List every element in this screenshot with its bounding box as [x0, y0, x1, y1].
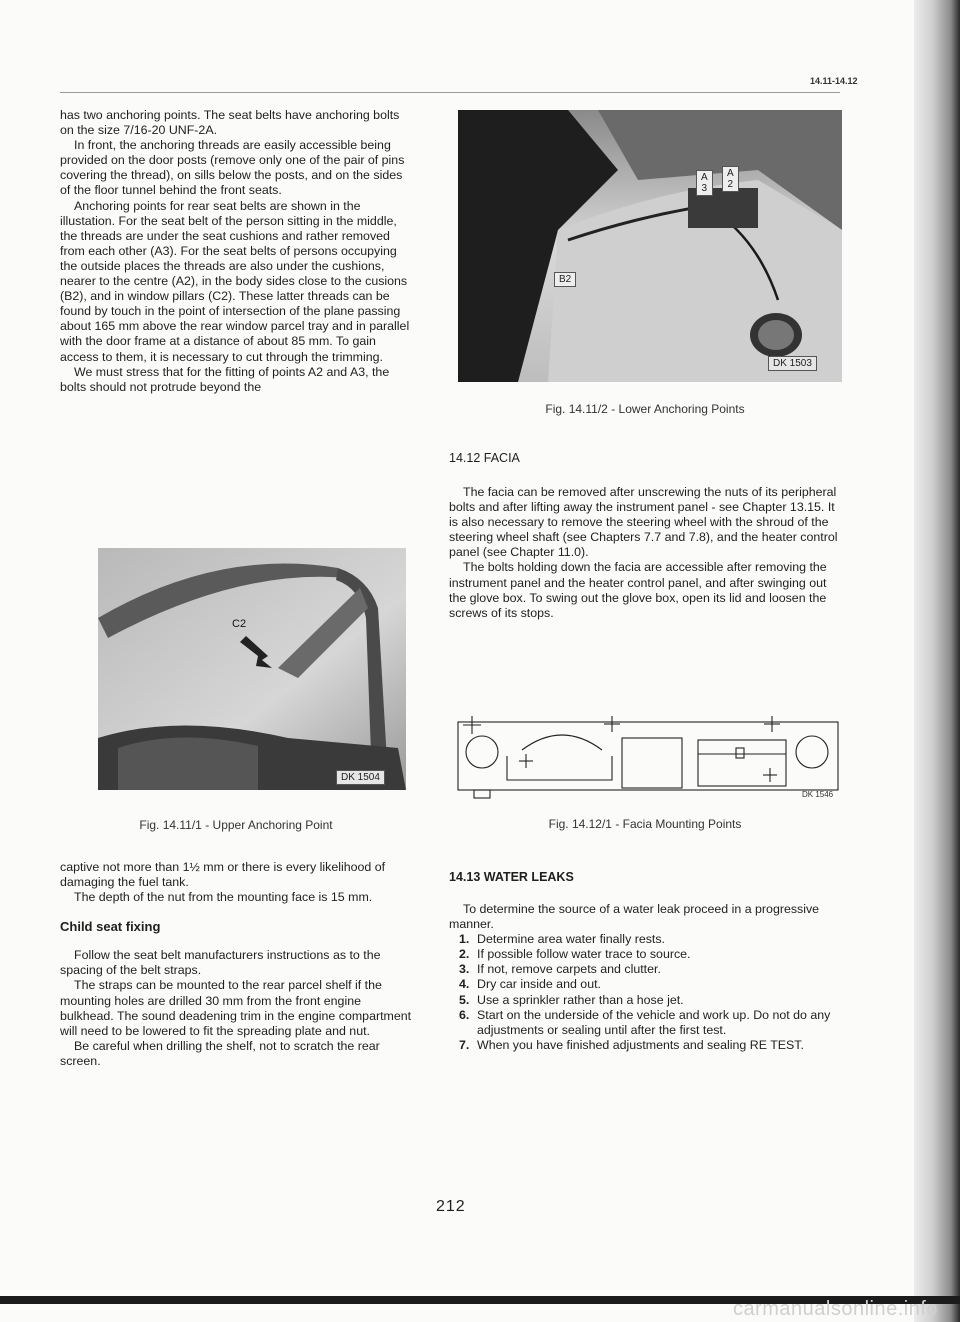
paragraph: The straps can be mounted to the rear parcel shelf if the mounting holes are drilled 30 mm from the front engine bulkhead. The sound deadening trim in the engine compartment will need to be lowered to fit the spreading plate and nut. — [60, 978, 412, 1038]
steps-list — [449, 932, 841, 1053]
list-item: 6. Start on the underside of the vehicle and work up. Do not do any adjustments or sealing until after the first test. — [459, 1007, 831, 1037]
label-a3-letter: A — [701, 172, 708, 183]
facia-diagram — [452, 710, 844, 802]
upper-anchoring-photo — [98, 548, 406, 790]
facia-section — [449, 451, 841, 621]
label-a3 — [696, 170, 713, 196]
paragraph: To determine the source of a water leak proceed in a progressive manner. — [449, 902, 820, 932]
label-a3-number: 3 — [701, 183, 708, 194]
list-item: 3. If not, remove carpets and clutter. — [459, 962, 661, 977]
label-a2 — [722, 166, 739, 192]
page-edge-shadow — [914, 0, 960, 1322]
dk-label: DK 1504 — [336, 770, 385, 785]
left-column-continued — [60, 860, 412, 1069]
label-a2-number: 2 — [727, 179, 734, 190]
figure-caption: Fig. 14.11/2 - Lower Anchoring Points — [545, 402, 745, 416]
figure-caption: Fig. 14.11/1 - Upper Anchoring Point — [139, 818, 333, 832]
section-code: 14.11-14.12 — [810, 76, 858, 86]
paragraph: We must stress that for the fitting of points A2 and A3, the bolts should not protrude beyond the — [60, 364, 390, 394]
label-b2: B2 — [554, 272, 576, 287]
paragraph: The facia can be removed after unscrewing the nuts of its peripheral bolts and after lifting away the instrument panel - see Chapter 13.15. It is also necessary to remove the steering wheel with the shroud of the steering wheel shaft (see Chapters 7.7 and 7.8), and the heater control panel (see Chapter 11.0). — [449, 485, 838, 560]
list-item: 5. Use a sprinkler rather than a hose jet. — [459, 992, 684, 1007]
paragraph: Anchoring points for rear seat belts are shown in the illustation. For the seat belt of the person sitting in the middle, the threads are under the seat cushions and rather removed from each other (A3). For the seat belts of persons occupying the outside places the threads are also under the cushions, nearer to the centre (A2), in the body sides close to the cusions (B2), and in window pillars (C2). These latter threads can be found by touch in the point of intersection of the plane passing about 165 mm above the rear window parcel tray and in parallel with the door frame at a distance of about 85 mm. To gain access to them, it is necessary to cut through the trimming. — [60, 198, 410, 364]
list-item: 2. If possible follow water trace to source. — [459, 947, 691, 962]
paragraph: In front, the anchoring threads are easily accessible being provided on the door posts (remove only one of the pair of pins covering the thread), on sills below the posts, and on the sides of the floor tunnel behind the front seats. — [60, 138, 405, 198]
watermark: carmanualsonline.info — [732, 1298, 938, 1320]
left-column — [60, 108, 412, 395]
list-item: 1. Determine area water finally rests. — [459, 932, 665, 947]
header-rule — [60, 92, 840, 93]
dk-label: DK 1546 — [802, 790, 834, 799]
section-heading: 14.13 WATER LEAKS — [449, 870, 574, 884]
dk-label: DK 1503 — [768, 356, 817, 371]
subheading: Child seat fixing — [60, 919, 161, 935]
figure-caption: Fig. 14.12/1 - Facia Mounting Points — [548, 817, 742, 831]
paragraph: The bolts holding down the facia are accessible after removing the instrument panel and the heater control panel, and after swinging out the glove box. To swing out the glove box, open its lid and loosen the screws of its stops. — [449, 560, 827, 620]
paragraph: Follow the seat belt manufacturers instructions as to the spacing of the belt straps. — [60, 948, 381, 978]
water-leaks-section — [449, 870, 841, 1053]
label-c2: C2 — [232, 618, 247, 630]
paragraph: has two anchoring points. The seat belts have anchoring bolts on the size 7/16-20 UNF-2A. — [60, 108, 400, 138]
paragraph: Be careful when drilling the shelf, not to scratch the rear screen. — [60, 1038, 380, 1068]
paragraph: The depth of the nut from the mounting face is 15 mm. — [74, 890, 373, 905]
list-item: 7. When you have finished adjustments and sealing RE TEST. — [459, 1037, 804, 1052]
paragraph: captive not more than 1½ mm or there is every likelihood of damaging the fuel tank. — [60, 860, 386, 890]
section-heading: 14.12 FACIA — [449, 451, 520, 465]
page-number: 212 — [436, 1198, 466, 1215]
list-item: 4. Dry car inside and out. — [459, 977, 601, 992]
lower-anchoring-photo — [458, 110, 842, 382]
label-a2-letter: A — [727, 168, 734, 179]
